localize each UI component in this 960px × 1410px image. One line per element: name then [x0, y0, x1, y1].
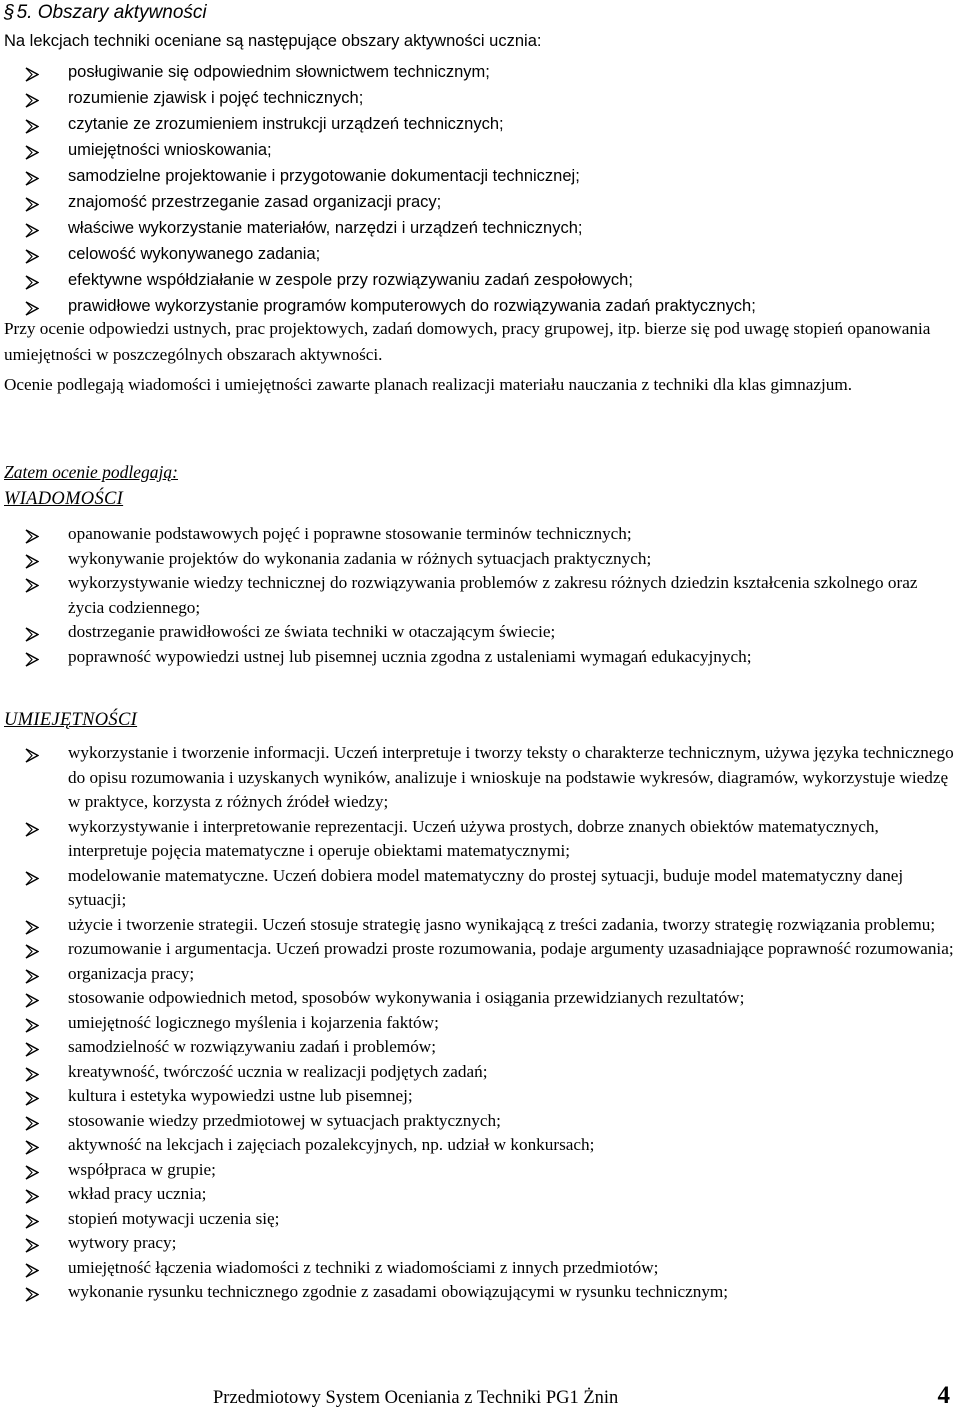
list-item	[0, 1035, 958, 1060]
arrow-bullet-icon	[25, 942, 39, 957]
section-mark: §	[4, 2, 15, 23]
arrow-bullet-icon	[25, 650, 39, 665]
knowledge-heading: WIADOMOŚCI	[4, 489, 124, 509]
list-item-text: wykorzystywanie wiedzy technicznej do rozwiązywania problemów z zakresu różnych dziedzin kształcenia szkolnego oraz życia codziennego;	[68, 573, 918, 617]
arrow-bullet-icon	[25, 142, 39, 157]
arrow-bullet-icon	[25, 90, 39, 105]
list-item-text: aktywność na lekcjach i zajęciach pozalekcyjnych, np. udział w konkursach;	[68, 1135, 595, 1154]
list-item	[0, 741, 958, 815]
list-item-text: wykorzystywanie i interpretowanie reprezentacji. Uczeń używa prostych, dobrze znanych obiektów matematycznych, interpretuje pojęcia matematyczne i operuje obiektami matematycznymi;	[68, 816, 879, 860]
list-item	[0, 1060, 958, 1085]
arrow-bullet-icon	[25, 918, 39, 933]
list-item	[0, 620, 958, 645]
arrow-bullet-icon	[25, 991, 39, 1006]
arrow-bullet-icon	[25, 298, 39, 313]
assessed-heading: Zatem ocenie podlegają:	[4, 462, 178, 482]
list-item	[0, 937, 958, 962]
arrow-bullet-icon	[25, 220, 39, 235]
arrow-bullet-icon	[25, 246, 39, 261]
arrow-bullet-icon	[25, 820, 39, 835]
list-item-text: znajomość przestrzeganie zasad organizacji pracy;	[68, 193, 442, 211]
knowledge-list	[0, 522, 958, 669]
skills-list	[0, 741, 958, 1305]
arrow-bullet-icon	[25, 1212, 39, 1227]
intro-paragraph: Na lekcjach techniki oceniane są następujące obszary aktywności ucznia:	[4, 32, 542, 50]
list-item-text: stosowanie odpowiednich metod, sposobów wykonywania i osiągania przewidzianych rezultatów;	[68, 988, 745, 1007]
list-item-text: umiejętności wnioskowania;	[68, 141, 272, 159]
areas-list	[0, 59, 958, 319]
list-item-text: czytanie ze zrozumieniem instrukcji urządzeń technicznych;	[68, 115, 504, 133]
arrow-bullet-icon	[25, 527, 39, 542]
list-item-text: dostrzeganie prawidłowości ze świata techniki w otaczającym świecie;	[68, 622, 556, 641]
list-item-text: opanowanie podstawowych pojęć i poprawne stosowanie terminów technicznych;	[68, 524, 632, 543]
arrow-bullet-icon	[25, 1236, 39, 1251]
list-item-text: właściwe wykorzystanie materiałów, narzędzi i urządzeń technicznych;	[68, 219, 583, 237]
list-item	[0, 1133, 958, 1158]
list-item-text: kultura i estetyka wypowiedzi ustne lub pisemnej;	[68, 1086, 413, 1105]
list-item	[0, 1182, 958, 1207]
list-item	[0, 189, 958, 215]
list-item	[0, 522, 958, 547]
list-item-text: samodzielne projektowanie i przygotowanie dokumentacji technicznej;	[68, 167, 580, 185]
list-item	[0, 1011, 958, 1036]
list-item	[0, 547, 958, 572]
list-item-text: wykonywanie projektów do wykonania zadania w różnych sytuacjach praktycznych;	[68, 548, 652, 568]
arrow-bullet-icon	[25, 194, 39, 209]
list-item	[0, 1256, 958, 1281]
list-item-text: celowość wykonywanego zadania;	[68, 245, 321, 263]
arrow-bullet-icon	[25, 272, 39, 287]
list-item	[0, 137, 958, 163]
list-item	[0, 645, 958, 670]
list-item-text: wykonanie rysunku technicznego zgodnie z zasadami obowiązującymi w rysunku technicznym;	[68, 1282, 729, 1301]
list-item	[0, 1158, 958, 1183]
section-title-text: 5. Obszary aktywności	[16, 2, 207, 23]
list-item-text: poprawność wypowiedzi ustnej lub pisemnej ucznia zgodna z ustaleniami wymagań edukacyjnych;	[68, 646, 752, 666]
list-item-text: wkład pracy ucznia;	[68, 1184, 207, 1203]
arrow-bullet-icon	[25, 168, 39, 183]
list-item-text: wykorzystanie i tworzenie informacji. Uczeń interpretuje i tworzy teksty o charakterze technicznym, używa języka technicznego do opisu rozumowania i uzyskanych wyników, analizuje i wnioskuje na podstawie wykresów, diagramów, wykorzystuje wiedzę w praktyce, korzysta z różnych źródeł wiedzy;	[68, 743, 954, 811]
arrow-bullet-icon	[25, 1040, 39, 1055]
list-item-text: kreatywność, twórczość ucznia w realizacji podjętych zadań;	[68, 1061, 488, 1081]
list-item	[0, 1084, 958, 1109]
arrow-bullet-icon	[25, 64, 39, 79]
list-item	[0, 215, 958, 241]
list-item-text: wytwory pracy;	[68, 1233, 177, 1252]
list-item	[0, 241, 958, 267]
list-item	[0, 962, 958, 987]
list-item-text: prawidłowe wykorzystanie programów komputerowych do rozwiązywania zadań praktycznych;	[68, 297, 756, 315]
list-item	[0, 913, 958, 938]
arrow-bullet-icon	[25, 552, 39, 567]
list-item-text: współpraca w grupie;	[68, 1159, 216, 1179]
arrow-bullet-icon	[25, 1065, 39, 1080]
list-item-text: organizacja pracy;	[68, 963, 195, 983]
section-title	[4, 0, 207, 26]
list-item-text: umiejętność łączenia wiadomości z techniki z wiadomościami z innych przedmiotów;	[68, 1257, 659, 1277]
curriculum-paragraph: Ocenie podlegają wiadomości i umiejętności zawarte planach realizacji materiału nauczania z techniki dla klas gimnazjum.	[4, 375, 853, 394]
arrow-bullet-icon	[25, 576, 39, 591]
list-item	[0, 59, 958, 85]
list-item	[0, 85, 958, 111]
list-item-text: rozumowanie i argumentacja. Uczeń prowadzi proste rozumowania, podaje argumenty uzasadniające poprawność rozumowania;	[68, 939, 954, 958]
list-item-text: rozumienie zjawisk i pojęć technicznych;	[68, 89, 364, 107]
list-item	[0, 1207, 958, 1232]
assessment-paragraph: Przy ocenie odpowiedzi ustnych, prac projektowych, zadań domowych, pracy grupowej, itp. bierze się pod uwagę stopień opanowania umiejętności w poszczególnych obszarach aktywności.	[4, 319, 931, 364]
footer-text: Przedmiotowy System Oceniania z Techniki PG1 Żnin	[213, 1388, 619, 1408]
list-item-text: modelowanie matematyczne. Uczeń dobiera model matematyczny do prostej sytuacji, buduje model matematyczny danej sytuacji;	[68, 865, 904, 909]
list-item	[0, 163, 958, 189]
list-item	[0, 571, 958, 620]
list-item	[0, 1109, 958, 1134]
arrow-bullet-icon	[25, 1016, 39, 1031]
list-item-text: stopień motywacji uczenia się;	[68, 1208, 280, 1228]
arrow-bullet-icon	[25, 869, 39, 884]
list-item-text: użycie i tworzenie strategii. Uczeń stosuje strategię jasno wynikającą z treści zadania, tworzy strategię rozwiązania problemu;	[68, 914, 936, 934]
arrow-bullet-icon	[25, 1187, 39, 1202]
list-item	[0, 267, 958, 293]
list-item-text: efektywne współdziałanie w zespole przy rozwiązywaniu zadań zespołowych;	[68, 271, 633, 289]
arrow-bullet-icon	[25, 625, 39, 640]
arrow-bullet-icon	[25, 1285, 39, 1300]
arrow-bullet-icon	[25, 1089, 39, 1104]
list-item	[0, 986, 958, 1011]
list-item	[0, 815, 958, 864]
page-number: 4	[937, 1382, 950, 1409]
arrow-bullet-icon	[25, 1261, 39, 1276]
arrow-bullet-icon	[25, 1138, 39, 1153]
list-item-text: posługiwanie się odpowiednim słownictwem technicznym;	[68, 63, 490, 81]
arrow-bullet-icon	[25, 116, 39, 131]
list-item-text: samodzielność w rozwiązywaniu zadań i problemów;	[68, 1037, 436, 1056]
arrow-bullet-icon	[25, 1114, 39, 1129]
list-item-text: stosowanie wiedzy przedmiotowej w sytuacjach praktycznych;	[68, 1110, 501, 1130]
list-item	[0, 1231, 958, 1256]
arrow-bullet-icon	[25, 967, 39, 982]
list-item	[0, 1280, 958, 1305]
list-item-text: umiejętność logicznego myślenia i kojarzenia faktów;	[68, 1012, 439, 1032]
list-item	[0, 111, 958, 137]
list-item	[0, 864, 958, 913]
skills-heading: UMIEJĘTNOŚCI	[4, 710, 138, 730]
arrow-bullet-icon	[25, 746, 39, 761]
arrow-bullet-icon	[25, 1163, 39, 1178]
